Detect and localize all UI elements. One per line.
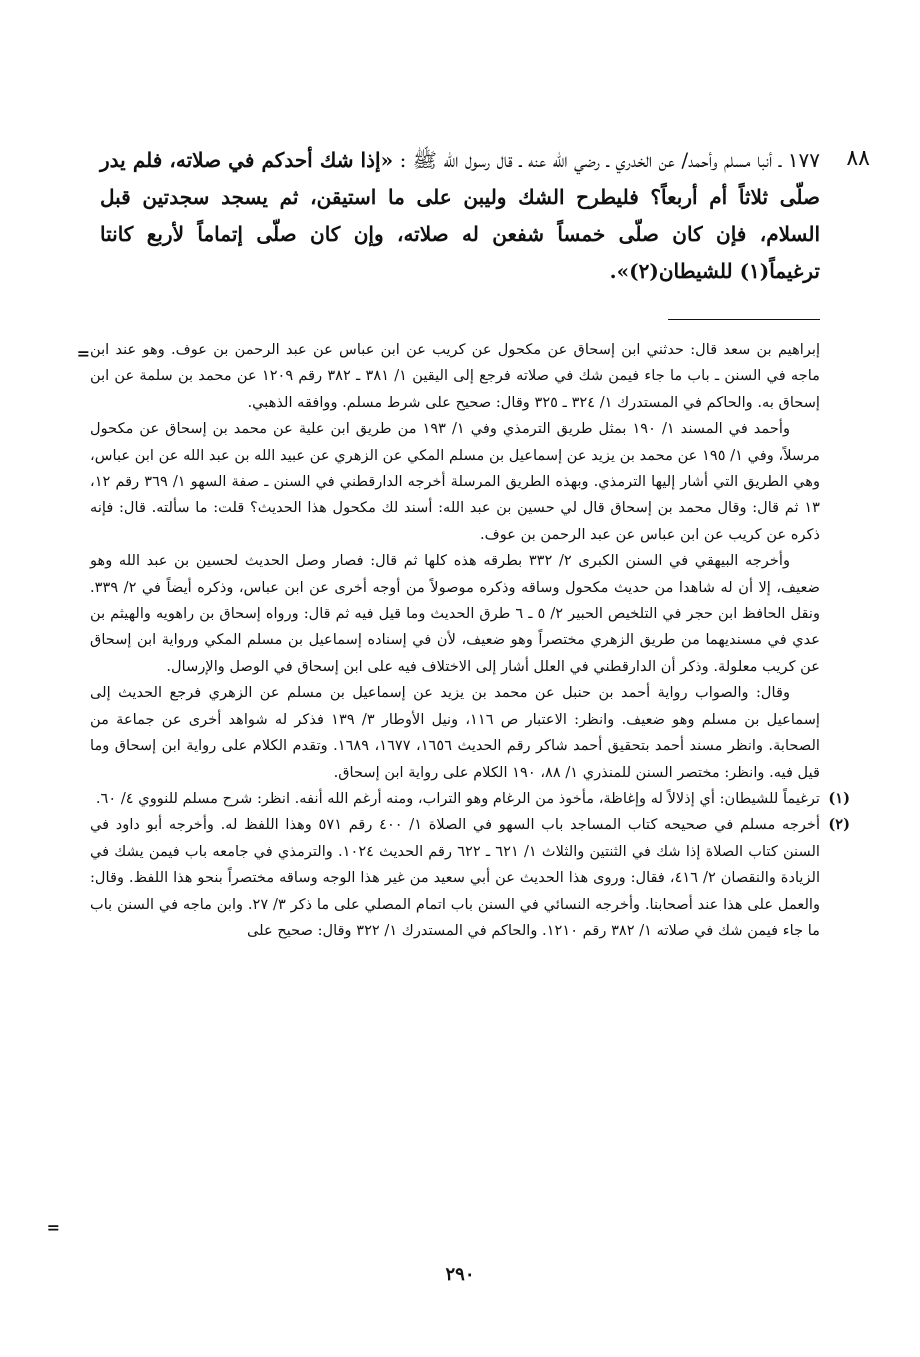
continuation-mark-top: = — [76, 344, 90, 363]
continuation-mark-bottom: = — [46, 1218, 60, 1237]
footnote-label: (٢) — [828, 816, 850, 834]
footnote-text: ترغيماً للشيطان: أي إذلالاً له وإغاظة، مأخوذ من الرغام وهو التراب، ومنه أرغم الله أنفه. انظر: شرح مسلم للنووي ٤/ ٦٠. — [95, 789, 820, 807]
footnote-separator — [668, 319, 820, 320]
footnote-text: أخرجه مسلم في صحيحه كتاب المساجد باب السهو في الصلاة ١/ ٤٠٠ رقم ٥٧١ وهذا اللفظ له. وأخرجه أبو داود في السنن كتاب الصلاة إذا شك في الثنتين والثلاث ١/ ٦٢١ ـ ٦٢٢ رقم الحديث ١٠٢٤. والترمذي في جامعه باب فيمن يشك في الزيادة والنقصان ٢/ ٤١٦، فقال: وروى هذا الحديث عن أبي سعيد من غير هذا الوجه وساقه مختصراً بنحو هذا اللفظ. وقال: والعمل على هذا عند أصحابنا. وأخرجه النسائي في السنن باب اتمام المصلي على ما ذكر ٣/ ٢٧. وابن ماجه في السنن باب ما جاء فيمن شك في صلاته ١/ ٣٨٢ رقم ١٢١٠. والحاكم في المستدرك ١/ ٣٢٢ وقال: صحيح على — [90, 816, 821, 939]
margin-reference-number: ٨٨ — [846, 146, 870, 171]
hadith-lead: ١٧٧ ـ أنبا مسلم وأحمد/ عن الخدري ـ رضي الله عنه ـ قال رسول الله ﷺ : — [393, 148, 821, 172]
footnote-carryover-paragraph: وأحمد في المسند ١/ ١٩٠ بمثل طريق الترمذي وفي ١/ ١٩٣ من طريق ابن علية عن محمد بن إسحاق عن مكحول مرسلاً، وفي ١/ ١٩٥ عن محمد بن يزيد عن إسماعيل بن مسلم المكي عن الزهري عن عبيد الله بن عبد الله عن ابن عباس، وهي الطريق التي أشار إليها الترمذي. وبهذه الطريق المرسلة أخرجه الدارقطني في السنن ـ صفة السهو ١/ ٣٦٩ رقم ١٢، ١٣ ثم قال: وقال محمد بن إسحاق قال لي حسين بن عبد الله: أسند لك مكحول هذا الحديث؟ قلت: ما سألته. قال: فإنه ذكره عن كريب عن ابن عباس عن عبد الرحمن بن عوف. — [90, 420, 820, 543]
footnote-1 — [90, 786, 850, 812]
footnote-carryover-paragraph: وأخرجه البيهقي في السنن الكبرى ٢/ ٣٣٢ بطرقه هذه كلها ثم قال: فصار وصل الحديث لحسين بن عبد الله وهو ضعيف، إلا أن له شاهدا من حديث مكحول وساقه وذكره موصولاً من أوجه أخرى عن ابن عباس، وذكره أيضاً في ٢/ ٣٣٩. ونقل الحافظ ابن حجر في التلخيص الحبير ٢/ ٥ ـ ٦ طرق الحديث وما قيل فيه ثم قال: ورواه إسحاق بن راهويه والهيثم بن عدي في مسنديهما من طريق الزهري مختصراً وهو ضعيف، لأن في إسناده إسماعيل بن مسلم المكي ورواية ابن إسحاق عن كريب معلولة. وذكر أن الدارقطني في العلل أشار إلى الاختلاف فيه على ابن إسحاق في الوصل والإرسال. — [90, 552, 820, 675]
footnote-carryover-paragraph: وقال: والصواب رواية أحمد بن حنبل عن محمد بن يزيد عن إسماعيل بن مسلم عن الزهري فرجع الحديث إلى إسماعيل بن مسلم وهو ضعيف. وانظر: الاعتبار ص ١١٦، ونيل الأوطار ٣/ ١٣٩ فذكر له شواهد أخرى عن جماعة من الصحابة. وانظر مسند أحمد بتحقيق أحمد شاكر رقم الحديث ١٦٥٦، ١٦٧٧، ١٦٨٩. وتقدم الكلام على رواية ابن إسحاق وما قيل فيه. وانظر: مختصر السنن للمنذري ١/ ٨٨، ١٩٠ الكلام على رواية ابن إسحاق. — [90, 684, 820, 781]
hadith-quote: «إذا شك أحدكم في صلاته، فلم يدر صلّى ثلاثاً أم أربعاً؟ فليطرح الشك وليبن على ما استيقن، ثم يسجد سجدتين قبل السلام، فإن كان صلّى خمساً شفعن له صلاته، وإن كان صلّى إتماماً لأربع كانتا ترغيماً(١) للشيطان(٢)». — [100, 148, 820, 283]
footnote-2 — [90, 812, 850, 944]
footnote-label: (١) — [828, 789, 850, 807]
hadith-text — [100, 142, 820, 290]
footnote-carryover-paragraph: إبراهيم بن سعد قال: حدثني ابن إسحاق عن مكحول عن كريب عن ابن عباس عن عبد الرحمن بن عوف. وهو عند ابن ماجه في السنن ـ باب ما جاء فيمن شك في صلاته فرجع إلى اليقين ١/ ٣٨١ ـ ٣٨٢ رقم ١٢٠٩ عن محمد بن سلمة عن ابن إسحاق به. والحاكم في المستدرك ١/ ٣٢٤ ـ ٣٢٥ وقال: صحيح على شرط مسلم. ووافقه الذهبي. — [90, 341, 820, 411]
footnotes-section — [90, 337, 850, 944]
page-number: ٢٩٠ — [445, 1264, 475, 1285]
